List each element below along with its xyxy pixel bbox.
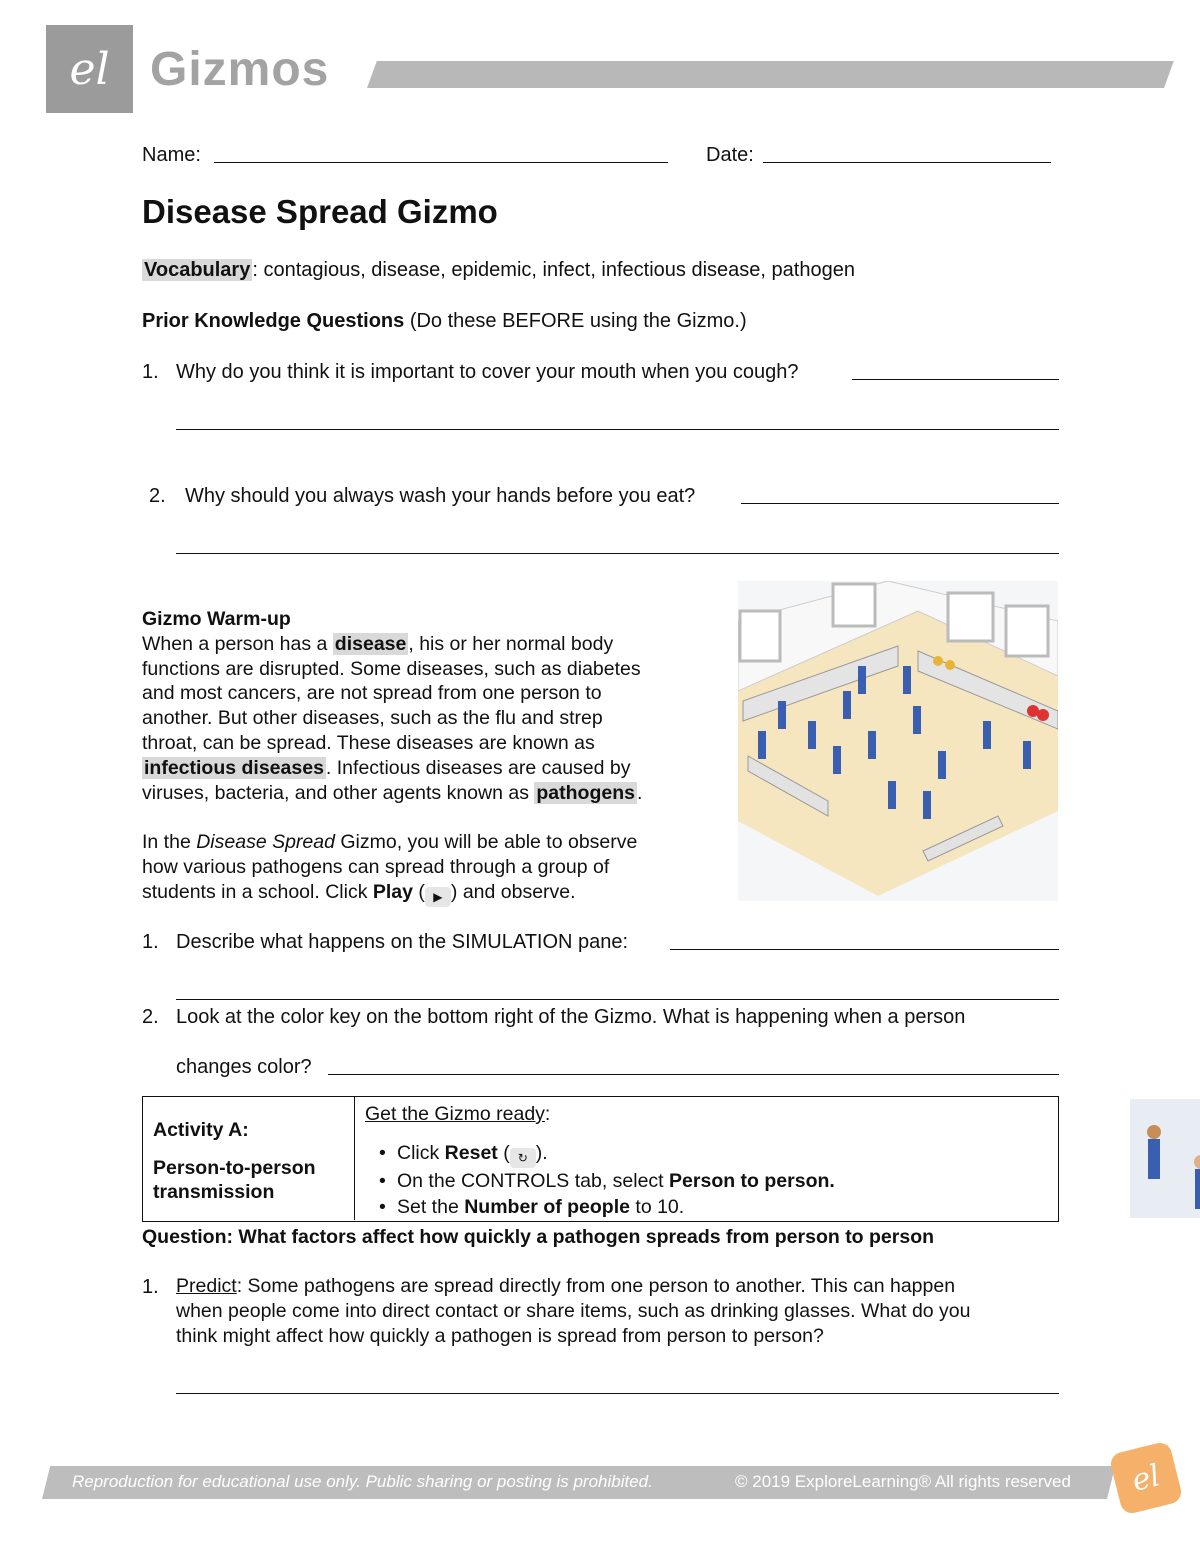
warmup-text: . — [636, 781, 643, 804]
warmup-text: ( — [412, 880, 425, 903]
warmup-question-1-number: 1. — [142, 931, 159, 953]
setup-list — [375, 1140, 835, 1220]
warmup-text: ) and observe. — [450, 880, 576, 903]
warmup-line-1 — [142, 632, 722, 657]
activity-table — [142, 1096, 1059, 1222]
activity-instructions-cell — [355, 1097, 1057, 1220]
brand-name: Gizmos — [150, 43, 330, 96]
prior-knowledge-label: Prior Knowledge Questions — [142, 310, 405, 332]
warmup-question-1-text: Describe what happens on the SIMULATION pane: — [176, 931, 629, 953]
warmup-question-2-text: Look at the color key on the bottom right of the Gizmo. What is happening when a person — [176, 1006, 966, 1028]
footer-logo-glyph: el — [1128, 1457, 1164, 1499]
question-heading: Question: What factors affect how quickly a pathogen spreads from person to person — [142, 1226, 935, 1248]
warmup-line-5: throat, can be spread. These diseases are known as — [142, 731, 595, 754]
number-of-people-label: Number of people — [464, 1196, 630, 1218]
warmup-line-3: and most cancers, are not spread from one person to — [142, 682, 602, 705]
prior-answer-2-line-2[interactable] — [176, 553, 1059, 554]
header-bar — [367, 61, 1174, 88]
activity-title-cell — [143, 1097, 355, 1220]
name-label: Name: — [142, 144, 201, 166]
setup-text: to 10. — [629, 1196, 685, 1218]
simulation-illustration — [738, 581, 1058, 901]
prior-question-1-text: Why do you think it is important to cover your mouth when you cough? — [176, 361, 799, 383]
footer-copyright: © 2019 ExploreLearning® All rights reserved — [735, 1472, 1071, 1491]
warmup-p2-line-3 — [142, 880, 722, 907]
predict-text — [176, 1274, 1066, 1348]
person-to-person-label: Person to person. — [669, 1170, 835, 1192]
warmup-line-7 — [142, 781, 722, 806]
activity-subtitle — [153, 1156, 316, 1204]
vocabulary-list: : contagious, disease, epidemic, infect, infectious disease, pathogen — [252, 259, 855, 281]
predict-line-1 — [176, 1274, 1066, 1299]
students-illustration — [1130, 1099, 1200, 1218]
setup-text: On the CONTROLS tab, select — [397, 1170, 670, 1192]
vocabulary-label: Vocabulary — [144, 259, 251, 281]
activity-subtitle-1: Person-to-person — [153, 1157, 316, 1179]
prior-knowledge-heading — [142, 310, 747, 333]
footer-disclaimer: Reproduction for educational use only. Public sharing or posting is prohibited. — [72, 1472, 653, 1491]
warmup-question-2-number: 2. — [142, 1006, 159, 1028]
setup-text: ). — [535, 1142, 548, 1164]
term-pathogens: pathogens — [536, 781, 635, 804]
prior-knowledge-note: (Do these BEFORE using the Gizmo.) — [404, 310, 747, 332]
predict-line-2: when people come into direct contact or share items, such as drinking glasses. What do you — [176, 1299, 971, 1322]
predict-text-1: : Some pathogens are spread directly from one person to another. This can happen — [236, 1275, 956, 1297]
term-disease: disease — [334, 632, 407, 655]
explorelearning-logo — [46, 25, 133, 113]
prior-answer-2-line-1[interactable] — [741, 503, 1059, 504]
warmup-text: In the — [142, 831, 197, 854]
warmup-text: Gizmo, you will be able to observe — [334, 831, 638, 854]
reset-icon: ↻ — [510, 1148, 536, 1168]
reset-label: Reset — [444, 1142, 498, 1164]
warmup-answer-1-line-1[interactable] — [670, 949, 1059, 950]
setup-item-reset — [375, 1140, 835, 1168]
page-title: Disease Spread Gizmo — [142, 193, 498, 230]
warmup-line-4: another. But other diseases, such as the flu and strep — [142, 707, 603, 730]
prior-question-2-text: Why should you always wash your hands before you eat? — [185, 485, 696, 507]
warmup-text: students in a school. Click — [142, 880, 373, 903]
gizmo-ready-colon: : — [544, 1103, 551, 1125]
predict-number: 1. — [142, 1276, 159, 1298]
prior-question-1-number: 1. — [142, 361, 159, 383]
predict-answer-line[interactable] — [176, 1393, 1059, 1394]
students-image — [1130, 1099, 1200, 1218]
prior-question-2-number: 2. — [149, 485, 166, 507]
term-infectious-diseases: infectious diseases — [144, 756, 324, 779]
setup-text: ( — [497, 1142, 510, 1164]
warmup-answer-2-line[interactable] — [328, 1074, 1059, 1075]
warmup-line-6 — [142, 756, 722, 781]
date-field[interactable] — [763, 162, 1051, 163]
warmup-p2-line-2: how various pathogens can spread through a group of — [142, 856, 610, 879]
warmup-answer-1-line-2[interactable] — [176, 999, 1059, 1000]
prior-answer-1-line-1[interactable] — [852, 379, 1059, 380]
setup-text: Set the — [397, 1196, 465, 1218]
warmup-text: . Infectious diseases are caused by — [325, 756, 631, 779]
date-label: Date: — [706, 144, 754, 166]
name-field[interactable] — [214, 162, 668, 163]
footer-logo — [1108, 1440, 1183, 1515]
warmup-question-2-text-2: changes color? — [176, 1056, 312, 1078]
warmup-text: When a person has a — [142, 632, 333, 655]
play-label: Play — [372, 880, 413, 903]
vocabulary-line — [142, 259, 855, 282]
setup-text: Click — [397, 1142, 445, 1164]
gizmo-ready-heading — [365, 1103, 550, 1126]
predict-line-3: think might affect how quickly a pathogen is spread from person to person? — [176, 1324, 824, 1347]
warmup-heading: Gizmo Warm-up — [142, 608, 291, 630]
gizmo-ready-label: Get the Gizmo ready — [365, 1103, 545, 1125]
setup-item-controls — [375, 1168, 835, 1194]
cafeteria-scene-image — [738, 581, 1058, 901]
warmup-section — [142, 607, 722, 907]
activity-subtitle-2: transmission — [153, 1181, 275, 1203]
warmup-line-2: functions are disrupted. Some diseases, such as diabetes — [142, 657, 641, 680]
activity-title: Activity A: — [153, 1119, 249, 1141]
play-icon: ▶ — [425, 887, 451, 907]
prior-answer-1-line-2[interactable] — [176, 429, 1059, 430]
warmup-p2-line-1 — [142, 830, 722, 855]
logo-glyph: el — [69, 43, 110, 95]
warmup-text: viruses, bacteria, and other agents known as — [142, 781, 535, 804]
gizmo-name: Disease Spread — [196, 831, 335, 854]
warmup-text: , his or her normal body — [408, 632, 614, 655]
predict-label: Predict — [176, 1275, 237, 1297]
setup-item-people — [375, 1194, 835, 1220]
